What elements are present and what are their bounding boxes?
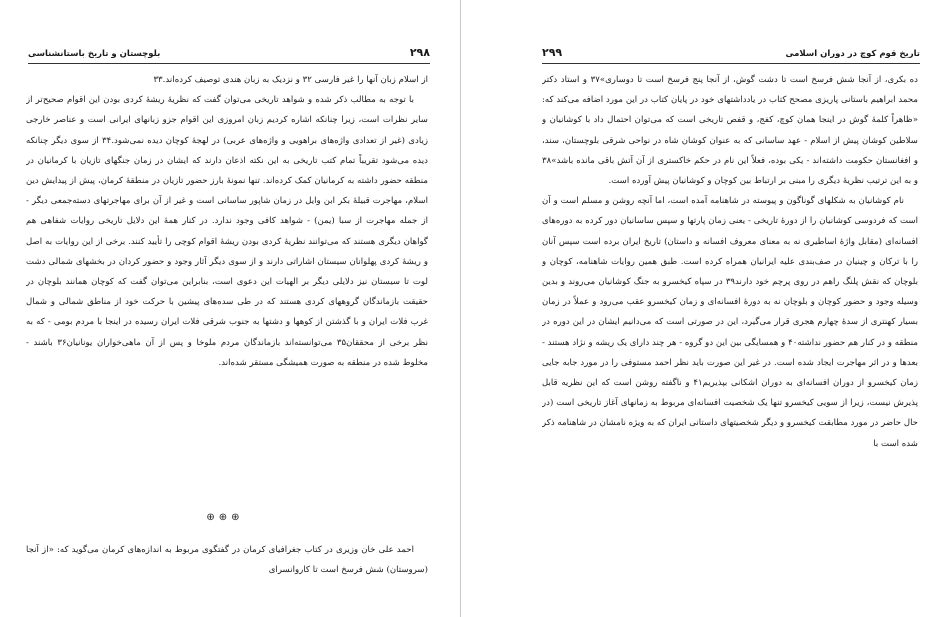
- left-page-header-title: بلوچستان و تاریخ باستانشناسی: [28, 49, 161, 59]
- right-page: [470, 0, 932, 617]
- right-header-rule: [542, 63, 920, 64]
- left-header-rule: [28, 63, 430, 64]
- right-page-body: [542, 70, 918, 594]
- left-paragraph-2: با توجه به مطالب ذکر شده و شواهد تاریخی می‌توان گفت که نظریهٔ ریشهٔ کردی بودن این اقوام صحیح‌تر از سایر نظرات است، زیرا چنانکه اشاره کردیم زبان امروزی این اقوام جزو زبانهای ایرانی است و عناصر خارجی زیادی (غیر از تعدادی واژه‌های براهویی و واژه‌های عربی) در لهجهٔ کوچان دیده نمی‌شود.۳۴ از سوی دیگر چنانکه دیده می‌شود تقریباً تمام کتب تاریخی به این نکته اذعان دارند که ایشان در زمان جنگهای تازیان با کرمانیان در منطقه حضور داشته به کرمانیان کمک کرده‌اند. تنها نمونهٔ بارز حضور تازیان در منطقهٔ کرمان، پیش از پیدایش دین اسلام، مهاجرت قبیلهٔ بکر ابن وایل در زمان شاپور ساسانی است و غیر از آن برای مهاجرتهای دسته‌جمعی دیگر - از جمله مهاجرت از سبا (یمن) - شواهد کافی وجود ندارد. در کنار همهٔ این دلایل تاریخی روایات شفاهی هم گواهان دیگری هستند که می‌توانند نظریهٔ کردی بودن ریشهٔ اقوام کوچی را تأیید کنند. برخی از این روایات به اصل و ریشهٔ کردی پهلوانان سیستان اشاراتی دارند و از سوی دیگر آثار وجود و حضور کردان در بخشهای شمالی دشت لوت تا سیستان نیز دلایلی دیگر بر الهیات این دعوی است، بنابراین می‌توان گفت که کوچان همانند بلوچان در حقیقت بازماندگان گروههای کردی هستند که در طی سده‌های پیشین با حرکت خود از مناطق شمالی و شمال غرب فلات ایران و با گذشتن از کوهها و دشتها به جنوب شرقی فلات ایران رسیده در اینجا با مردم بومی - که به نظر برخی از محققان۳۵ می‌توانسته‌اند بازماندگان مردم ملوخا و پس از آن ماهی‌خواران یونانیان۳۶ باشند - مخلوط شده در منطقه به صورت همیشگی مستقر شده‌اند.: [26, 95, 428, 368]
- left-page: [0, 0, 452, 617]
- left-page-number: ۲۹۸: [409, 46, 430, 59]
- left-page-section-2: [26, 540, 428, 582]
- right-page-header: [542, 46, 920, 64]
- left-page-body: [26, 70, 428, 502]
- right-paragraph-1: ده بکری، از آنجا شش فرسخ است تا دشت گوش، از آنجا پنج فرسخ است تا دوساری»۳۷ و استاد دکتر محمد ابراهیم باستانی پاریزی مصحح کتاب در یادداشتهای خود در پایان کتاب در این مورد اضافه می‌کند که: «ظاهراً کلمهٔ گوش در اینجا همان کوچ، کفج، و قفص تاریخی است که می‌توان احتمال داد با کوشانیان و سلاطین کوشان پیش از اسلام - عهد ساسانی که به عنوان کوشان شاه در نواحی شرقی بلوچستان، سند، و افغانستان حکومت داشته‌اند - یکی بوده، فعلاً این نام در حکم خاکستری از آن آتش باقی مانده باشد»۳۸ و به این ترتیب نظریهٔ دیگری را مبنی بر ارتباط بین کوچان و کوشانیان پیش آورده است.: [542, 75, 918, 187]
- right-paragraph-2: نام کوشانیان به شکلهای گوناگون و پیوسته در شاهنامه آمده است، اما آنچه روشن و مسلم است و آن است که فردوسی کوشانیان را از دورهٔ تاریخی - یعنی زمان پارتها و سپس ساسانیان دور کرده به دوره‌های افسانه‌ای (مقابل واژهٔ اساطیری نه به معنای معروف افسانه و داستان) تاریخ ایران برده است سپس آنان را با ترکان و چینیان در صف‌بندی علیه ایرانیان همراه کرده است. طبق همین روایات شاهنامه، کوچان و بلوچان که نقش پلنگ راهم در روی پرچم خود دارند۳۹ در سپاه کیخسرو به جنگ کوشانیان می‌روند و بدین وسیله وجود و حضور کوچان و بلوچان نه به دورهٔ افسانه‌ای و زمان کیخسرو عقب می‌رود و عملاً در زمان بسیار کهنتری از سدهٔ چهارم هجری قرار می‌گیرد، این در صورتی است که می‌دانیم ایشان در این دوره در منطقه و در کنار هم حضور نداشته۴۰ و همسایگی بین این دو گروه - هر چند دارای یک ریشه و نژاد هستند - بعدها و در اثر مهاجرت ایجاد شده است. در غیر این صورت باید نظر احمد مستوفی را در مورد جابه جایی زمان کیخسرو از دوران افسانه‌ای به دوران اشکانی بپذیریم۴۱ و ناگفته روشن است که این نظریه قابل پذیرش نیست، زیرا از سویی کیخسرو تنها یک شخصیت افسانه‌ای مربوط به زمانهای آغاز تاریخی است (در حال حاضر در مورد مطابقت کیخسرو و دیگر شخصیتهای داستانی ایران که به ویژه نامشان در شاهنامه ذکر شده است با: [542, 196, 918, 449]
- left-paragraph-1: از اسلام زبان آنها را غیر فارسی ۳۲ و نزدیک به زبان هندی توصیف کرده‌اند.۳۳: [153, 75, 428, 85]
- right-page-header-title: تاریخ قوم کوچ در دوران اسلامی: [785, 49, 920, 59]
- left-page-header: [28, 46, 430, 64]
- page-gutter: [460, 0, 461, 617]
- section-separator: ⊕⊕⊕: [206, 512, 244, 523]
- right-page-number: ۲۹۹: [542, 46, 563, 59]
- left-paragraph-3: احمد علی خان وزیری در کتاب جغرافیای کرمان در گفتگوی مربوط به اندازه‌های کرمان می‌گوید که: «از آنجا (سروستان) شش فرسخ است تا کاروانسرای: [26, 545, 428, 576]
